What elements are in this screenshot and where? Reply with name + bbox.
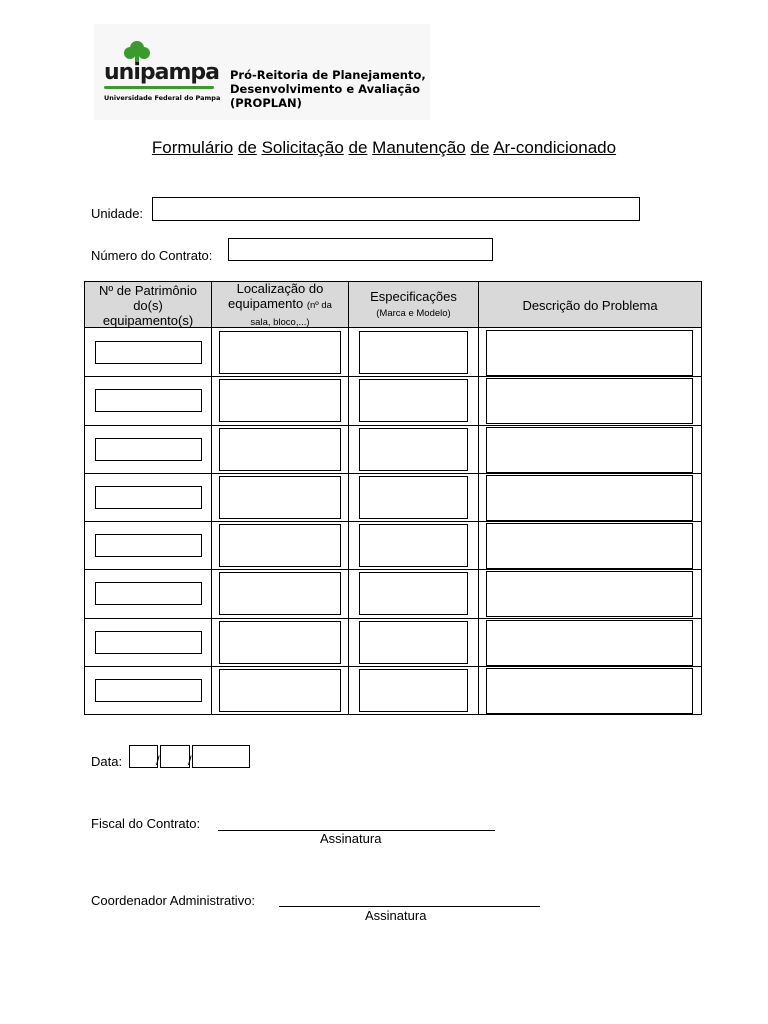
contrato-label: Número do Contrato: [91,248,213,263]
row-divider [85,618,701,619]
logo-underline [104,86,214,89]
especificacoes-input[interactable] [359,379,468,422]
column-divider [211,282,212,714]
equipment-table [84,281,702,715]
unidade-label: Unidade: [91,206,144,221]
descricao-input[interactable] [486,620,693,666]
date-month-input[interactable] [160,745,190,768]
date-day-input[interactable] [129,745,158,768]
especificacoes-input[interactable] [359,428,468,471]
patrimonio-input[interactable] [95,486,202,509]
especificacoes-input[interactable] [359,331,468,374]
localizacao-input[interactable] [219,572,341,615]
organization-name: Pró-Reitoria de Planejamento, Desenvolvimento e Avaliação (PROPLAN) [230,68,426,110]
column-divider [478,282,479,714]
fiscal-signature-caption: Assinatura [320,831,382,846]
coordenador-signature-line[interactable] [279,906,540,907]
localizacao-input[interactable] [219,476,341,519]
fiscal-label: Fiscal do Contrato: [91,816,201,831]
row-divider [85,425,701,426]
row-divider [85,666,701,667]
unidade-input[interactable] [152,197,640,221]
descricao-input[interactable] [486,427,693,473]
patrimonio-input[interactable] [95,534,202,557]
col-localizacao-header: Localização do equipamento (nº da sala, bloco,...) [228,280,332,328]
coordenador-label: Coordenador Administrativo: [91,893,256,908]
descricao-input[interactable] [486,475,693,521]
data-label: Data: [91,754,123,769]
especificacoes-input[interactable] [359,621,468,664]
patrimonio-input[interactable] [95,631,202,654]
localizacao-input[interactable] [219,428,341,471]
logo-subtitle: Universidade Federal do Pampa [104,94,221,102]
header-logo-block [94,24,430,120]
row-divider [85,569,701,570]
coordenador-signature-caption: Assinatura [365,908,427,923]
col-descricao-header: Descrição do Problema [522,297,658,313]
especificacoes-input[interactable] [359,476,468,519]
descricao-input[interactable] [486,571,693,617]
patrimonio-input[interactable] [95,438,202,461]
descricao-input[interactable] [486,378,693,424]
descricao-input[interactable] [486,330,693,376]
contrato-input[interactable] [228,238,493,261]
descricao-input[interactable] [486,523,693,569]
col-patrimonio-header: Nº de Patrimônio do(s) equipamento(s) [99,282,197,328]
logo-wordmark: unipampa [104,60,219,85]
localizacao-input[interactable] [219,669,341,712]
row-divider [85,376,701,377]
descricao-input[interactable] [486,668,693,714]
patrimonio-input[interactable] [95,679,202,702]
row-divider [85,473,701,474]
localizacao-input[interactable] [219,524,341,567]
column-divider [348,282,349,714]
row-divider [85,521,701,522]
page-title: Formulário de Solicitação de Manutenção de Ar-condicionado [151,138,617,157]
date-separator: / [188,753,192,768]
localizacao-input[interactable] [219,379,341,422]
col-especificacoes-header: Especificações (Marca e Modelo) [370,289,457,319]
localizacao-input[interactable] [219,331,341,374]
date-separator: / [156,753,160,768]
patrimonio-input[interactable] [95,341,202,364]
localizacao-input[interactable] [219,621,341,664]
date-year-input[interactable] [192,745,250,768]
especificacoes-input[interactable] [359,669,468,712]
especificacoes-input[interactable] [359,524,468,567]
patrimonio-input[interactable] [95,582,202,605]
patrimonio-input[interactable] [95,389,202,412]
especificacoes-input[interactable] [359,572,468,615]
